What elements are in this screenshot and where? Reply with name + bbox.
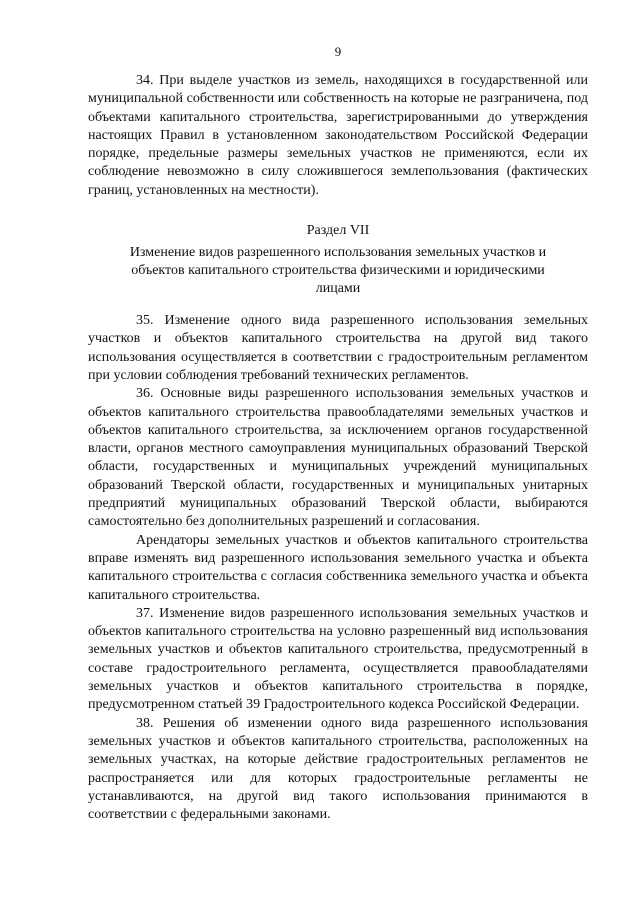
section-heading [88, 222, 588, 298]
paragraph-36-tenants: Арендаторы земельных участков и объектов капитального строительства вправе изменять вид разрешенного использования земельного участка и объекта капитального строительства с согласия собственника земельного участка и объекта капитального строительства. [88, 532, 588, 603]
paragraph-37: 37. Изменение видов разрешенного использования земельных участков и объектов капитального строительства на условно разрешенный вид использования земельных участков и объектов капитального строительства, предусмотренный в составе градостроительного регламента, осуществляется правообладателями земельных участков и объектов капитального строительства в порядке, предусмотренном статьей 39 Градостроительного кодекса Российской Федерации. [88, 605, 588, 713]
paragraph-34: 34. При выделе участков из земель, находящихся в государственной или муниципальной собственности или собственность на которые не разграничена, под объектами капитального строительства, зарегистрированными до утверждения настоящих Правил в установленном законодательством Российской Федерации порядке, предельные размеры земельных участков не применяются, если их соблюдение невозможно в силу сложившегося землепользования (фактических границ, установленных на местности). [88, 73, 588, 198]
section-title: Изменение видов разрешенного использования земельных участков и объектов капитального строительства физическими и юридическими лицами [129, 245, 547, 297]
paragraph-36: 36. Основные виды разрешенного использования земельных участков и объектов капитального строительства правообладателями земельных участков и объектов капитального строительства, за исключением органов государственной власти, органов местного самоуправления муниципальных образований Тверской области, государственных и муниципальных учреждений муниципальных образований Тверской области, государственных и муниципальных унитарных предприятий муниципальных образований Тверской области, выбираются самостоятельно без дополнительных разрешений и согласования. [88, 386, 588, 530]
paragraph-35: 35. Изменение одного вида разрешенного использования земельных участков и объектов капитального строительства на другой вид такого использования осуществляется в соответствии с градостроительным регламентом при условии соблюдения требований технических регламентов. [88, 313, 588, 383]
page-number: 9 [334, 44, 342, 59]
section-label: Раздел VII [306, 223, 370, 239]
paragraph-38: 38. Решения об изменении одного вида разрешенного использования земельных участков и объектов капитального строительства, расположенных на земельных участках, на которые действие градостроительных регламентов не распространяется или для которых градостроительные регламенты не устанавливаются, на другой вид такого использования принимаются в соответствии с федеральными законами. [88, 715, 588, 823]
